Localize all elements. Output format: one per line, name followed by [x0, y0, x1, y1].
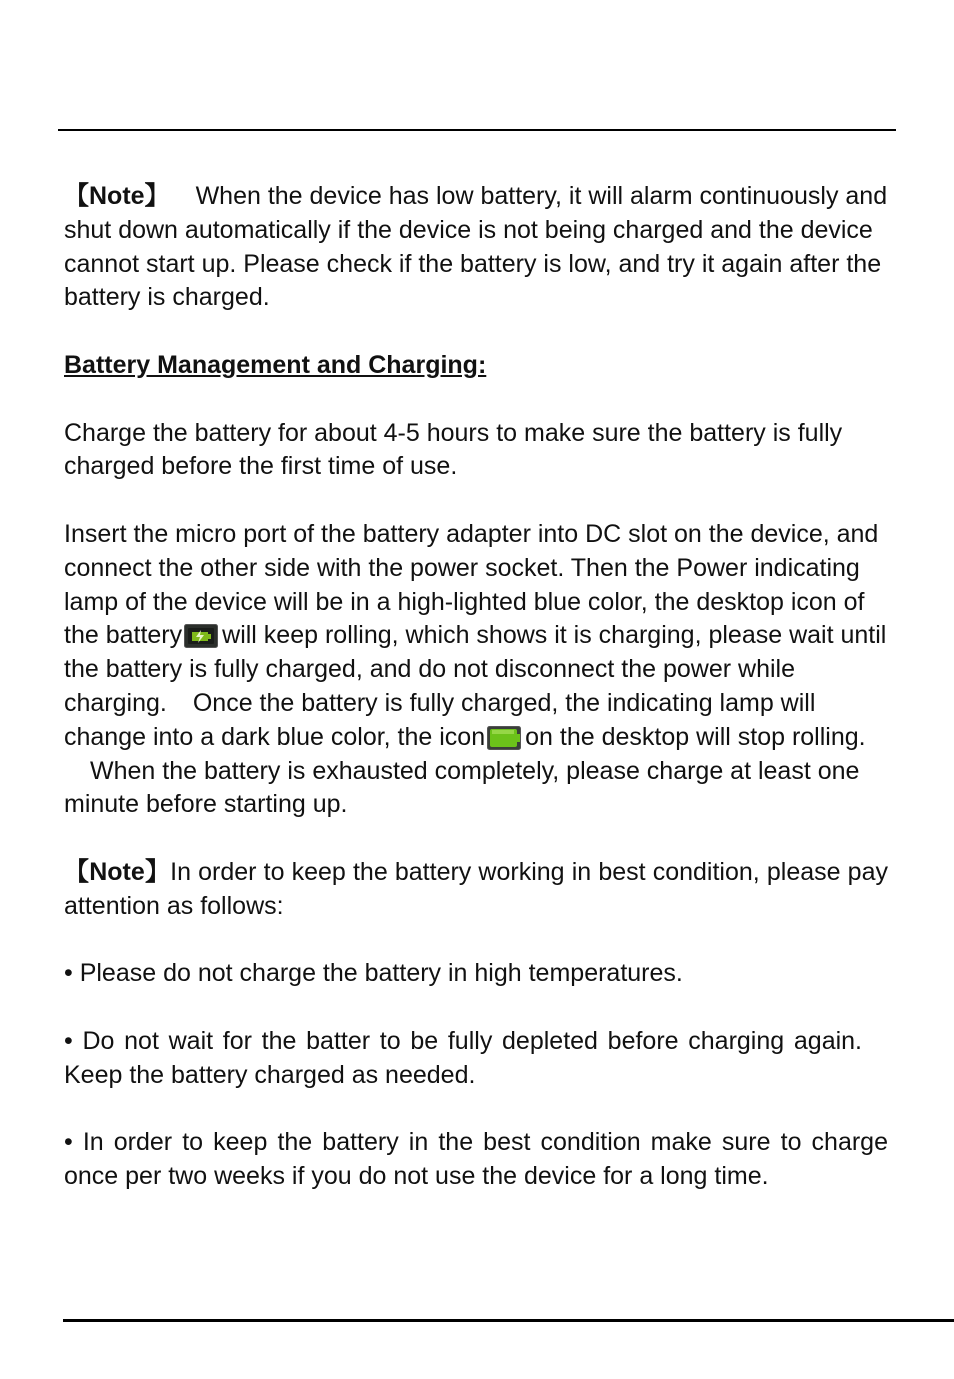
note-paragraph-low-battery: [64, 180, 888, 315]
instructions-part-1: Insert the micro port of the battery adapter into DC slot on the device, and connect the other side with the power socket. Then the Power indicating lamp of the device will be in a high-lighted blue color, the desktop icon of the battery: [64, 519, 879, 650]
bullet-item: [64, 1025, 888, 1093]
charging-instructions-paragraph: [64, 518, 888, 822]
note-label: 【Note】: [64, 182, 170, 210]
bullet-text-continued: Keep the battery charged as needed.: [64, 1060, 476, 1089]
document-body: [64, 180, 888, 1228]
battery-full-icon: [487, 726, 521, 750]
bullet-item: • Please do not charge the battery in high temperatures.: [64, 959, 683, 988]
charge-time-paragraph: Charge the battery for about 4-5 hours to make sure the battery is fully charged before the first time of use.: [64, 418, 843, 481]
note-text: When the device has low battery, it will alarm continuously and shut down automatically if the device is not being charged and the device cannot start up. Please check if the battery is low, and try it again after the battery is charged.: [64, 182, 888, 312]
note-paragraph-best-condition: [64, 856, 888, 924]
bullet-text: • Do not wait for the batter to be fully depleted before charging again.: [64, 1026, 862, 1055]
note-text: In order to keep the battery working in best condition, please pay attention as follows:: [64, 857, 888, 920]
instructions-part-2: will keep rolling, which shows it is charging, please wait until the battery is fully charged, and do not disconnect the power while charging.: [64, 621, 887, 717]
bullet-item: • In order to keep the battery in the best condition make sure to charge once per two weeks if you do not use the device for a long time.: [64, 1128, 888, 1191]
footer-rule: [63, 1319, 954, 1322]
heading-text: Battery Management and Charging:: [64, 350, 487, 379]
section-heading: [64, 349, 888, 383]
battery-charging-icon: [184, 624, 218, 648]
instructions-part-4: on the desktop will stop rolling.: [525, 722, 866, 751]
instructions-part-3: Once the battery is fully charged, the indicating lamp will change into a dark blue color, the icon: [64, 688, 816, 751]
note-label: 【Note】: [64, 857, 171, 886]
instructions-part-5: When the battery is exhausted completely, please charge at least one minute before starting up.: [64, 756, 860, 819]
header-rule: [58, 129, 896, 131]
